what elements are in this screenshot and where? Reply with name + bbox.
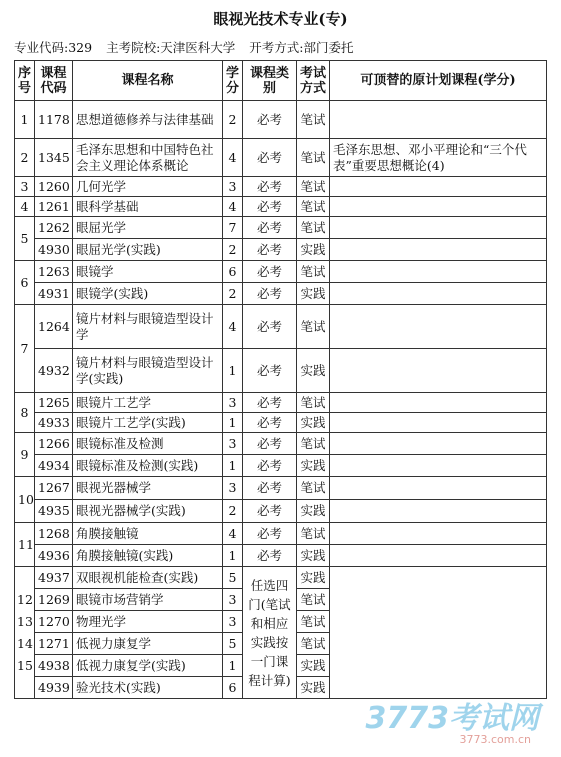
course-name-cell: 眼视光器械学 [73, 477, 223, 500]
header-name: 课程名称 [73, 61, 223, 101]
credit-cell: 6 [223, 677, 243, 699]
replace-course-cell [330, 349, 547, 393]
course-type-cell: 必考 [243, 545, 297, 567]
table-row [15, 349, 547, 393]
course-name-cell: 眼科学基础 [73, 197, 223, 217]
seq-cell: 2 [15, 139, 35, 177]
course-name-cell: 双眼视机能检查(实践) [73, 567, 223, 589]
exam-mode-cell: 笔试 [297, 523, 330, 545]
seq-number: 12 [17, 591, 33, 607]
table-row [15, 177, 547, 197]
exam-mode-cell: 实践 [297, 677, 330, 699]
credit-cell: 1 [223, 413, 243, 433]
course-type-cell: 必考 [243, 261, 297, 283]
course-type-cell: 必考 [243, 433, 297, 455]
credit-cell: 6 [223, 261, 243, 283]
replace-course-cell [330, 177, 547, 197]
course-name-cell: 眼屈光学(实践) [73, 239, 223, 261]
course-name-cell: 眼镜标准及检测(实践) [73, 455, 223, 477]
table-row [15, 523, 547, 545]
table-row [15, 545, 547, 567]
credit-cell: 4 [223, 139, 243, 177]
replace-course-cell [330, 545, 547, 567]
course-type-cell: 必考 [243, 283, 297, 305]
exam-mode-cell: 实践 [297, 283, 330, 305]
course-type-cell: 必考 [243, 197, 297, 217]
table-row [15, 567, 547, 589]
seq-cell: 11 [15, 523, 35, 567]
header-credit: 学分 [223, 61, 243, 101]
course-code-cell: 4938 [35, 655, 73, 677]
seq-number: 15 [17, 657, 33, 673]
exam-mode-cell: 笔试 [297, 305, 330, 349]
table-row [15, 139, 547, 177]
course-name-cell: 物理光学 [73, 611, 223, 633]
table-row [15, 239, 547, 261]
credit-cell: 3 [223, 177, 243, 197]
exam-mode-cell: 笔试 [297, 633, 330, 655]
course-code-cell: 4939 [35, 677, 73, 699]
table-row [15, 283, 547, 305]
exam-mode-cell: 笔试 [297, 217, 330, 239]
course-name-cell: 验光技术(实践) [73, 677, 223, 699]
course-name-cell: 眼镜片工艺学(实践) [73, 413, 223, 433]
header-exam: 考试方式 [297, 61, 330, 101]
replace-course-cell [330, 101, 547, 139]
course-name-cell: 眼镜市场营销学 [73, 589, 223, 611]
course-code-cell: 1261 [35, 197, 73, 217]
replace-course-cell [330, 261, 547, 283]
exam-mode-cell: 实践 [297, 545, 330, 567]
credit-cell: 1 [223, 455, 243, 477]
replace-course-cell [330, 217, 547, 239]
seq-cell: 6 [15, 261, 35, 305]
table-row [15, 455, 547, 477]
document-title: 眼视光技术专业(专) [213, 10, 348, 28]
course-code-cell: 1266 [35, 433, 73, 455]
course-name-cell: 角膜接触镜 [73, 523, 223, 545]
course-name-cell: 毛泽东思想和中国特色社会主义理论体系概论 [73, 139, 223, 177]
credit-cell: 4 [223, 523, 243, 545]
course-code-cell: 1260 [35, 177, 73, 197]
seq-cell: 1 [15, 101, 35, 139]
course-code-cell: 4930 [35, 239, 73, 261]
major-code: 专业代码:329 [14, 40, 93, 55]
course-name-cell: 眼镜标准及检测 [73, 433, 223, 455]
credit-cell: 1 [223, 655, 243, 677]
course-code-cell: 4937 [35, 567, 73, 589]
course-name-cell: 低视力康复学(实践) [73, 655, 223, 677]
replace-course-cell [330, 283, 547, 305]
course-type-cell: 必考 [243, 139, 297, 177]
course-name-cell: 思想道德修养与法律基础 [73, 101, 223, 139]
exam-mode-cell: 笔试 [297, 477, 330, 500]
table-row [15, 413, 547, 433]
credit-cell: 1 [223, 545, 243, 567]
replace-course-cell [330, 433, 547, 455]
course-type-cell: 必考 [243, 393, 297, 413]
seq-cell [15, 567, 35, 699]
course-code-cell: 4935 [35, 500, 73, 523]
course-name-cell: 眼镜学(实践) [73, 283, 223, 305]
course-code-cell: 1268 [35, 523, 73, 545]
exam-mode-cell: 笔试 [297, 261, 330, 283]
header-seq: 序号 [15, 61, 35, 101]
table-row [15, 101, 547, 139]
course-name-cell: 眼屈光学 [73, 217, 223, 239]
course-type-cell: 必考 [243, 523, 297, 545]
exam-mode-cell: 笔试 [297, 177, 330, 197]
course-code-cell: 4932 [35, 349, 73, 393]
seq-cell: 3 [15, 177, 35, 197]
course-type-cell: 必考 [243, 500, 297, 523]
course-code-cell: 1270 [35, 611, 73, 633]
course-type-cell: 必考 [243, 477, 297, 500]
exam-mode-cell: 笔试 [297, 433, 330, 455]
course-code-cell: 4934 [35, 455, 73, 477]
exam-mode-cell: 实践 [297, 455, 330, 477]
credit-cell: 2 [223, 101, 243, 139]
course-type-cell: 必考 [243, 349, 297, 393]
credit-cell: 3 [223, 477, 243, 500]
replace-course-cell: 毛泽东思想、邓小平理论和“三个代表”重要思想概论(4) [330, 139, 547, 177]
major-info [14, 38, 363, 56]
credit-cell: 2 [223, 500, 243, 523]
seq-number: 14 [17, 635, 33, 651]
replace-course-cell [330, 197, 547, 217]
table-header-row [15, 61, 547, 101]
course-code-cell: 1264 [35, 305, 73, 349]
credit-cell: 3 [223, 433, 243, 455]
course-name-cell: 低视力康复学 [73, 633, 223, 655]
seq-cell: 10 [15, 477, 35, 523]
credit-cell: 1 [223, 349, 243, 393]
exam-mode: 开考方式:部门委托 [249, 40, 354, 55]
header-replace: 可顶替的原计划课程(学分) [330, 61, 547, 101]
course-code-cell: 1271 [35, 633, 73, 655]
credit-cell: 3 [223, 589, 243, 611]
site-watermark-logo: 3773考试网 [365, 701, 539, 736]
replace-course-cell [330, 239, 547, 261]
credit-cell: 3 [223, 611, 243, 633]
exam-mode-cell: 笔试 [297, 589, 330, 611]
course-code-cell: 1265 [35, 393, 73, 413]
replace-course-cell [330, 523, 547, 545]
site-watermark-url: 3773.com.cn [459, 733, 531, 746]
exam-mode-cell: 实践 [297, 239, 330, 261]
replace-course-cell [330, 305, 547, 349]
course-name-cell: 眼镜片工艺学 [73, 393, 223, 413]
course-type-cell: 必考 [243, 177, 297, 197]
course-code-cell: 4933 [35, 413, 73, 433]
course-code-cell: 1269 [35, 589, 73, 611]
credit-cell: 4 [223, 305, 243, 349]
header-code: 课程代码 [35, 61, 73, 101]
credit-cell: 2 [223, 239, 243, 261]
course-name-cell: 镜片材料与眼镜造型设计学 [73, 305, 223, 349]
course-name-cell: 几何光学 [73, 177, 223, 197]
table-row [15, 477, 547, 500]
table-row [15, 500, 547, 523]
credit-cell: 4 [223, 197, 243, 217]
replace-course-cell [330, 393, 547, 413]
course-name-cell: 眼镜学 [73, 261, 223, 283]
exam-mode-cell: 笔试 [297, 101, 330, 139]
credit-cell: 5 [223, 567, 243, 589]
table-row [15, 261, 547, 283]
course-code-cell: 1267 [35, 477, 73, 500]
exam-mode-cell: 实践 [297, 349, 330, 393]
course-type-cell: 必考 [243, 455, 297, 477]
replace-course-cell [330, 567, 547, 699]
table-row [15, 305, 547, 349]
course-name-cell: 眼视光器械学(实践) [73, 500, 223, 523]
exam-mode-cell: 笔试 [297, 611, 330, 633]
credit-cell: 3 [223, 393, 243, 413]
course-code-cell: 1178 [35, 101, 73, 139]
course-code-cell: 1263 [35, 261, 73, 283]
table-row [15, 393, 547, 413]
exam-mode-cell: 实践 [297, 655, 330, 677]
exam-mode-cell: 笔试 [297, 393, 330, 413]
course-type-cell: 必考 [243, 239, 297, 261]
host-school: 主考院校:天津医科大学 [106, 40, 236, 55]
seq-cell: 8 [15, 393, 35, 433]
seq-cell: 7 [15, 305, 35, 393]
table-row [15, 217, 547, 239]
seq-number: 13 [17, 613, 33, 629]
course-table [14, 60, 547, 699]
seq-cell: 5 [15, 217, 35, 261]
course-name-cell: 镜片材料与眼镜造型设计学(实践) [73, 349, 223, 393]
elective-rule-cell: 任选四门(笔试和相应实践按一门课程计算) [243, 567, 297, 699]
course-type-cell: 必考 [243, 101, 297, 139]
table-row [15, 433, 547, 455]
seq-cell: 9 [15, 433, 35, 477]
replace-course-cell [330, 413, 547, 433]
course-type-cell: 必考 [243, 413, 297, 433]
exam-mode-cell: 笔试 [297, 139, 330, 177]
replace-course-cell [330, 500, 547, 523]
credit-cell: 5 [223, 633, 243, 655]
exam-mode-cell: 实践 [297, 567, 330, 589]
seq-cell: 4 [15, 197, 35, 217]
course-type-cell: 必考 [243, 305, 297, 349]
course-code-cell: 4936 [35, 545, 73, 567]
course-name-cell: 角膜接触镜(实践) [73, 545, 223, 567]
course-code-cell: 1345 [35, 139, 73, 177]
credit-cell: 2 [223, 283, 243, 305]
course-code-cell: 4931 [35, 283, 73, 305]
credit-cell: 7 [223, 217, 243, 239]
exam-mode-cell: 笔试 [297, 197, 330, 217]
exam-mode-cell: 实践 [297, 413, 330, 433]
course-code-cell: 1262 [35, 217, 73, 239]
exam-mode-cell: 实践 [297, 500, 330, 523]
course-type-cell: 必考 [243, 217, 297, 239]
replace-course-cell [330, 477, 547, 500]
table-row [15, 197, 547, 217]
header-type: 课程类别 [243, 61, 297, 101]
replace-course-cell [330, 455, 547, 477]
